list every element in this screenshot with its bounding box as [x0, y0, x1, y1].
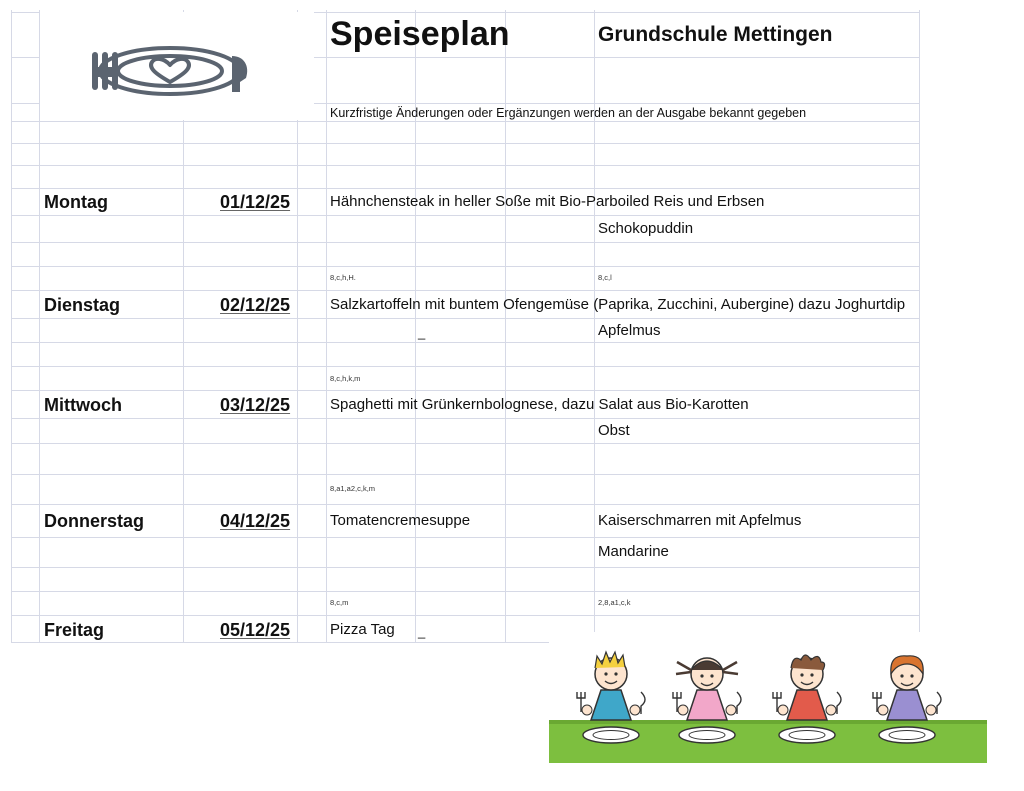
day-label-wednesday: Mittwoch	[44, 395, 122, 415]
allergen-codes-main-wednesday: 8,a1,a2,c,k,m	[330, 484, 376, 493]
allergen-codes-main-thursday: 8,c,m	[330, 598, 349, 607]
plate-heart-cutlery-icon	[40, 12, 314, 120]
dessert-tuesday: Apfelmus	[598, 322, 661, 339]
main-dish-monday: Hähnchensteak in heller Soße mit Bio-Parboiled Reis und Erbsen	[330, 193, 765, 210]
date-tuesday: 02/12/25	[220, 295, 291, 315]
second-dish-thursday: Kaiserschmarren mit Apfelmus	[598, 512, 802, 529]
main-dish-wednesday: Spaghetti mit Grünkernbolognese, dazu Salat aus Bio-Karotten	[330, 396, 749, 413]
date-friday: 05/12/25	[220, 620, 291, 640]
main-dish-friday: Pizza Tag	[330, 621, 395, 638]
dessert-wednesday: Obst	[598, 422, 630, 439]
school-name: Grundschule Mettingen	[598, 23, 833, 46]
logo-area	[40, 12, 314, 120]
main-dish-thursday: Tomatencremesuppe	[330, 512, 471, 529]
allergen-codes-main-tuesday: 8,c,h,k,m	[330, 374, 361, 383]
change-notice: Kurzfristige Änderungen oder Ergänzungen werden an der Ausgabe bekannt gegeben	[330, 106, 807, 120]
date-wednesday: 03/12/25	[220, 395, 291, 415]
page-title: Speiseplan	[330, 15, 510, 53]
child-2	[673, 658, 741, 743]
allergen-codes-dessert-thursday: 2,8,a1,c,k	[598, 598, 631, 607]
cell-mark-tuesday: _	[418, 325, 426, 340]
main-dish-tuesday: Salzkartoffeln mit buntem Ofengemüse (Paprika, Zucchini, Aubergine) dazu Joghurtdip	[330, 296, 906, 313]
day-label-monday: Montag	[44, 192, 108, 212]
day-label-thursday: Donnerstag	[44, 511, 145, 531]
day-label-tuesday: Dienstag	[44, 295, 121, 315]
children-at-table-illustration	[549, 632, 989, 764]
day-label-friday: Freitag	[44, 620, 105, 640]
dessert-monday: Schokopuddin	[598, 220, 694, 237]
date-monday: 01/12/25	[220, 192, 291, 212]
cell-mark-friday: _	[418, 624, 426, 639]
allergen-codes-main-monday: 8,c,h,H.	[330, 273, 356, 282]
dessert-thursday: Mandarine	[598, 543, 669, 560]
date-thursday: 04/12/25	[220, 511, 291, 531]
allergen-codes-dessert-monday: 8,c,l	[598, 273, 612, 282]
